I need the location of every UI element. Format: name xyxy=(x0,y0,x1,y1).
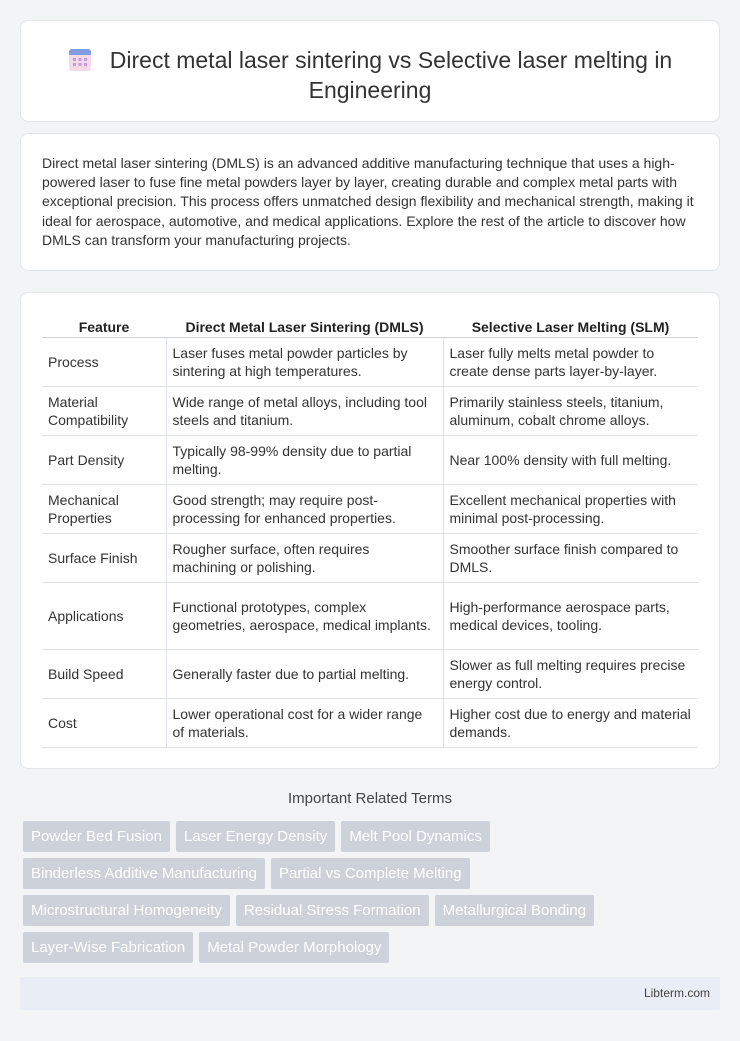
tag-powder-bed-fusion[interactable]: Powder Bed Fusion xyxy=(23,821,170,852)
tag-metallurgical-bonding[interactable]: Metallurgical Bonding xyxy=(435,895,594,926)
row-slm: Slower as full melting requires precise energy control. xyxy=(443,649,698,698)
header-feature: Feature xyxy=(42,315,166,337)
row-feature: Part Density xyxy=(42,435,166,484)
related-terms xyxy=(23,821,723,969)
row-slm: Near 100% density with full melting. xyxy=(443,435,698,484)
row-slm: Smoother surface finish compared to DMLS. xyxy=(443,533,698,582)
row-feature: Material Compatibility xyxy=(42,386,166,435)
row-dmls: Lower operational cost for a wider range of materials. xyxy=(166,698,443,747)
tag-melt-pool-dynamics[interactable]: Melt Pool Dynamics xyxy=(341,821,490,852)
row-slm: Excellent mechanical properties with minimal post-processing. xyxy=(443,484,698,533)
row-dmls: Functional prototypes, complex geometries, aerospace, medical implants. xyxy=(166,582,443,649)
row-feature: Process xyxy=(42,337,166,386)
row-slm: High-performance aerospace parts, medical devices, tooling. xyxy=(443,582,698,649)
table-header-row xyxy=(42,315,698,337)
row-feature: Build Speed xyxy=(42,649,166,698)
tag-row xyxy=(23,858,723,889)
comparison-table xyxy=(42,315,698,748)
row-dmls: Laser fuses metal powder particles by sintering at high temperatures. xyxy=(166,337,443,386)
row-dmls: Generally faster due to partial melting. xyxy=(166,649,443,698)
related-terms-title: Important Related Terms xyxy=(288,790,452,807)
tag-laser-energy-density[interactable]: Laser Energy Density xyxy=(176,821,335,852)
table-row xyxy=(42,582,698,649)
row-feature: Cost xyxy=(42,698,166,747)
header-slm: Selective Laser Melting (SLM) xyxy=(443,315,698,337)
header-card xyxy=(20,20,720,122)
row-feature: Mechanical Properties xyxy=(42,484,166,533)
page-title-wrap xyxy=(21,45,719,105)
table-row xyxy=(42,698,698,747)
intro-card xyxy=(20,133,720,271)
table-row xyxy=(42,337,698,386)
row-feature: Applications xyxy=(42,582,166,649)
row-feature: Surface Finish xyxy=(42,533,166,582)
page-title: Direct metal laser sintering vs Selective laser melting in Engineering xyxy=(109,47,673,103)
calendar-icon xyxy=(68,46,92,72)
tag-metal-powder-morphology[interactable]: Metal Powder Morphology xyxy=(199,932,389,963)
tag-partial-vs-complete-melting[interactable]: Partial vs Complete Melting xyxy=(271,858,470,889)
tag-binderless-additive-manufacturing[interactable]: Binderless Additive Manufacturing xyxy=(23,858,265,889)
tag-row xyxy=(23,821,723,852)
row-slm: Primarily stainless steels, titanium, aluminum, cobalt chrome alloys. xyxy=(443,386,698,435)
row-dmls: Wide range of metal alloys, including tool steels and titanium. xyxy=(166,386,443,435)
table-row xyxy=(42,649,698,698)
table-row xyxy=(42,435,698,484)
tag-layer-wise-fabrication[interactable]: Layer-Wise Fabrication xyxy=(23,932,193,963)
tag-row xyxy=(23,895,723,926)
footer xyxy=(20,977,720,1010)
comparison-card xyxy=(20,292,720,769)
row-slm: Higher cost due to energy and material demands. xyxy=(443,698,698,747)
table-row xyxy=(42,386,698,435)
row-slm: Laser fully melts metal powder to create dense parts layer-by-layer. xyxy=(443,337,698,386)
tag-row xyxy=(23,932,723,963)
tag-microstructural-homogeneity[interactable]: Microstructural Homogeneity xyxy=(23,895,230,926)
row-dmls: Typically 98-99% density due to partial melting. xyxy=(166,435,443,484)
tag-residual-stress-formation[interactable]: Residual Stress Formation xyxy=(236,895,429,926)
row-dmls: Rougher surface, often requires machining or polishing. xyxy=(166,533,443,582)
table-row xyxy=(42,484,698,533)
intro-paragraph: Direct metal laser sintering (DMLS) is an advanced additive manufacturing technique that uses a high-powered laser to fuse fine metal powders layer by layer, creating durable and complex metal parts with exceptional precision. This process offers unmatched design flexibility and mechanical strength, making it ideal for aerospace, automotive, and medical applications. Explore the rest of the article to discover how DMLS can transform your manufacturing projects. xyxy=(42,155,694,248)
table-row xyxy=(42,533,698,582)
row-dmls: Good strength; may require post-processing for enhanced properties. xyxy=(166,484,443,533)
header-dmls: Direct Metal Laser Sintering (DMLS) xyxy=(166,315,443,337)
footer-site-link[interactable]: Libterm.com xyxy=(643,986,710,1000)
